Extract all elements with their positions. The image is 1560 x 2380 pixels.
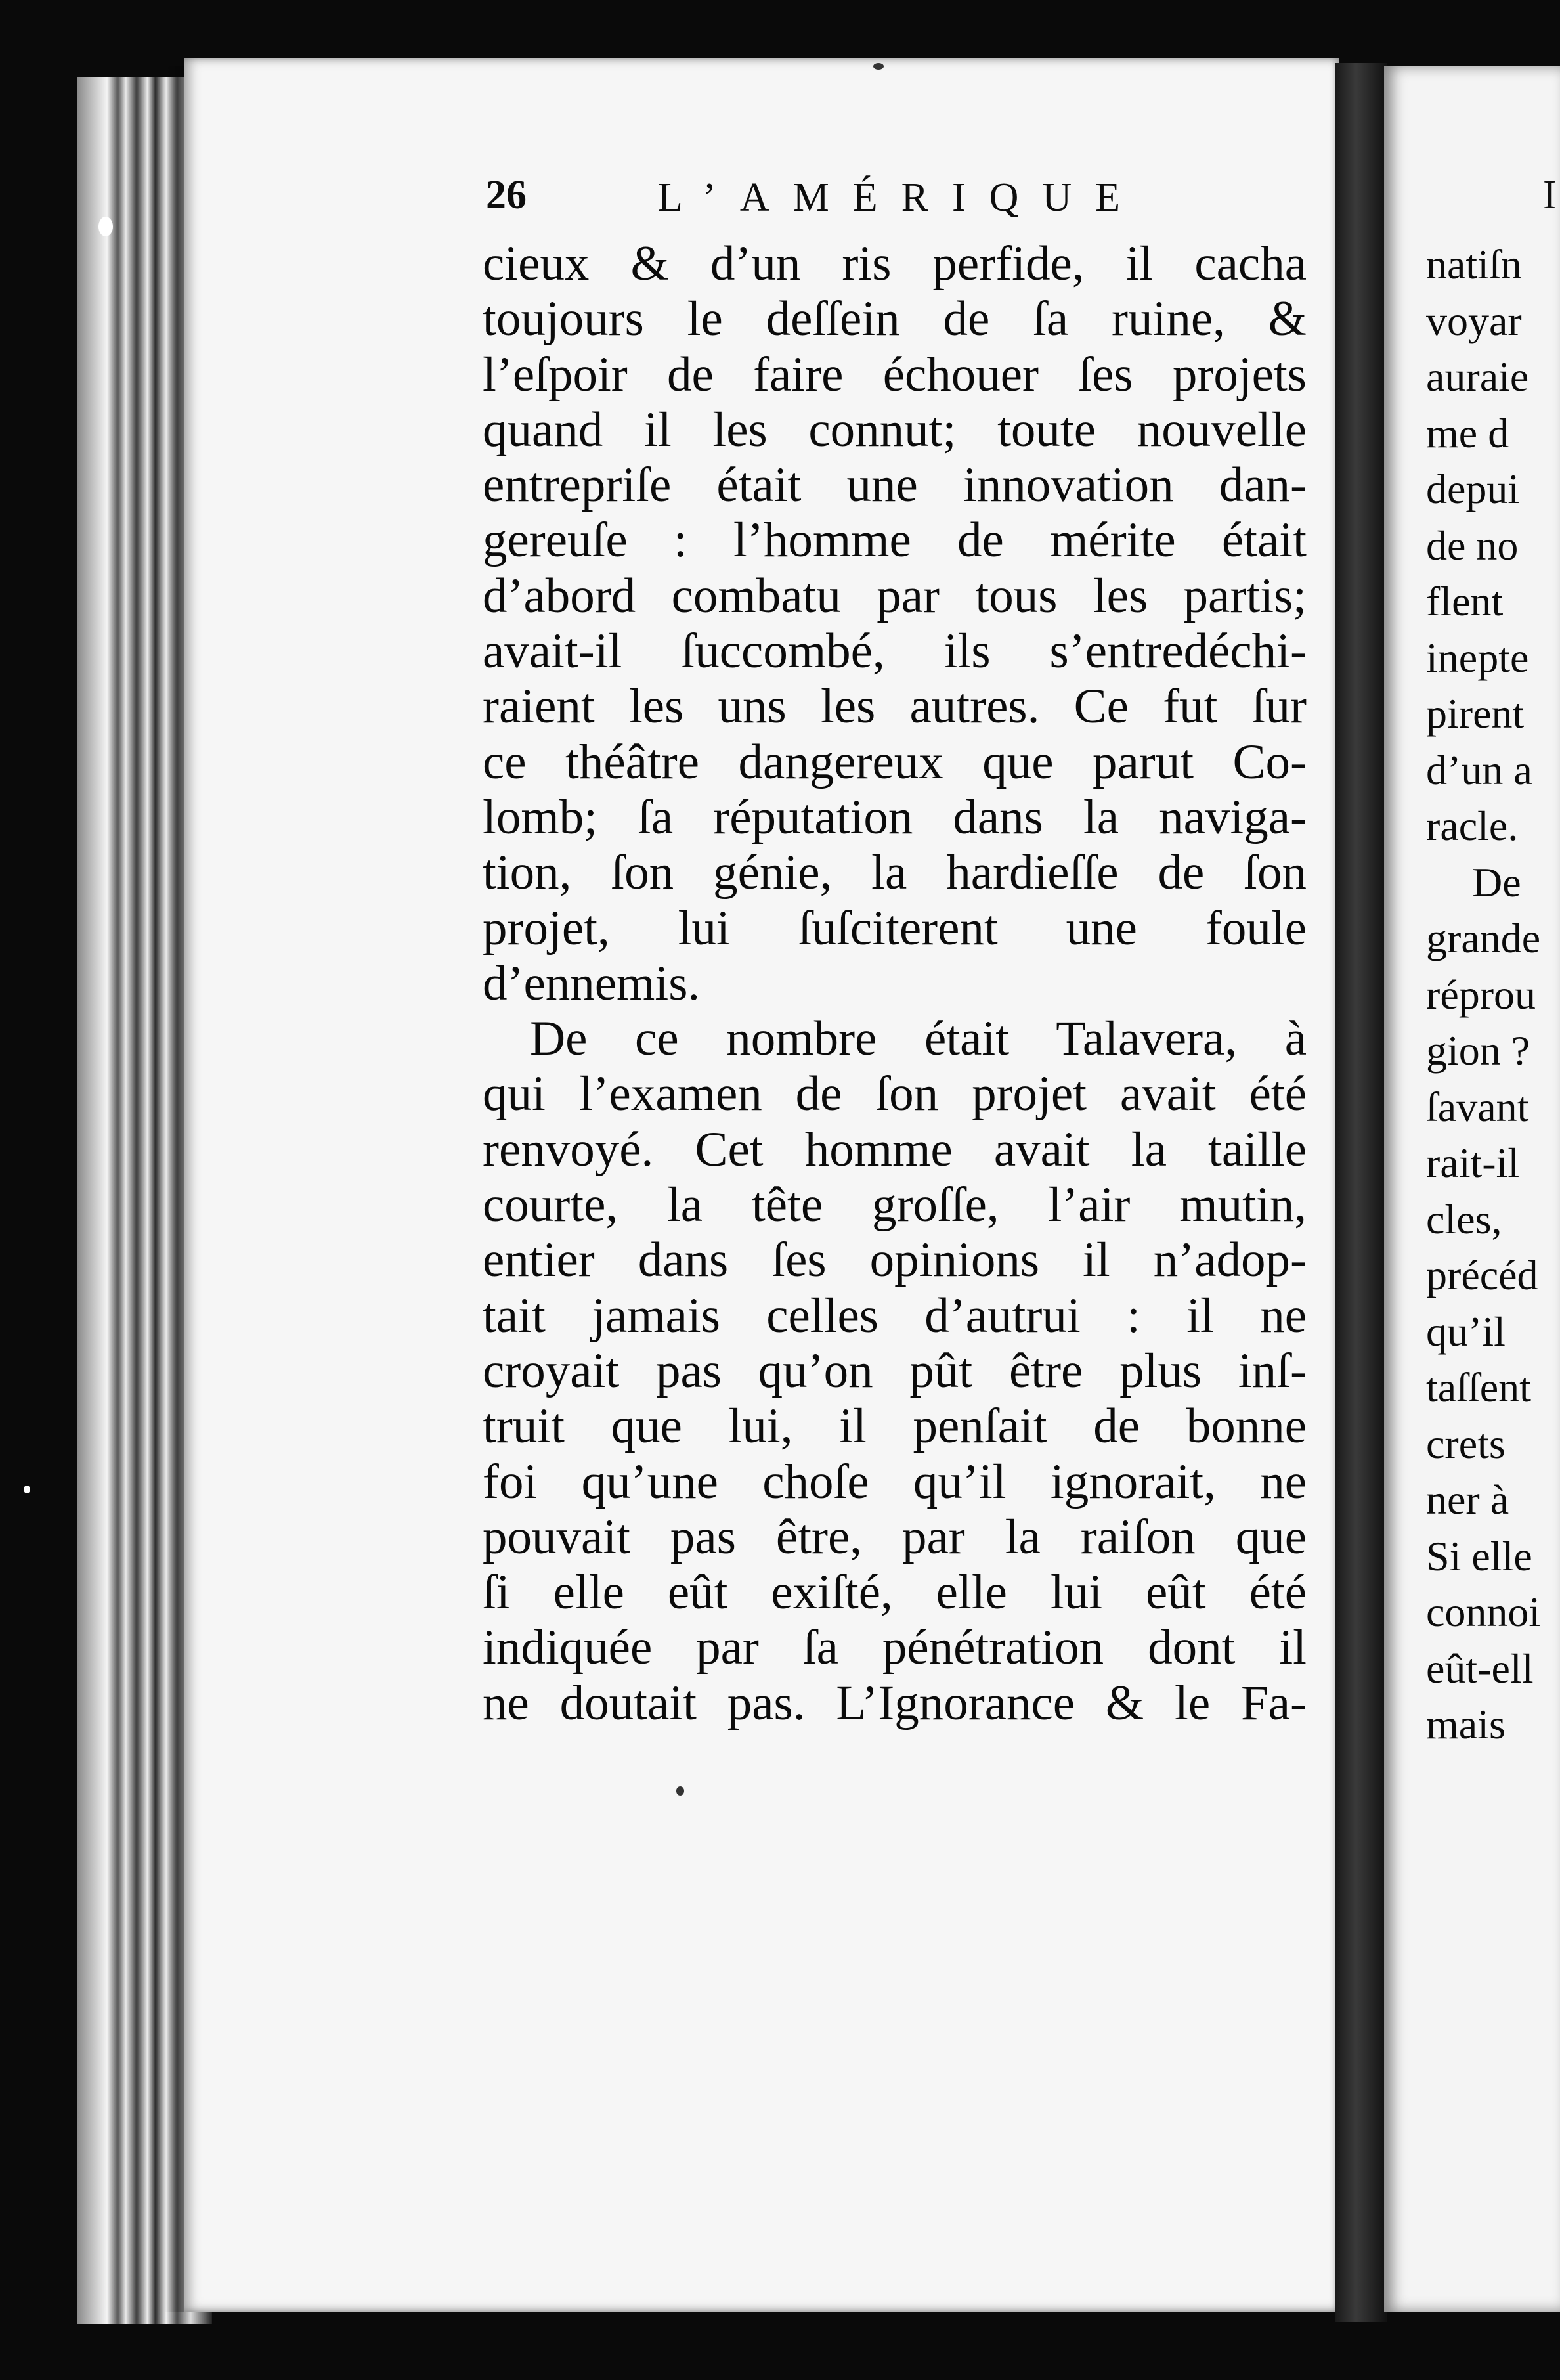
text-line: De ce nombre était Talavera, à [530, 1011, 1307, 1067]
text-line: cles, [1426, 1195, 1502, 1243]
text-line: racle. [1426, 803, 1519, 849]
text-line: crets [1426, 1420, 1506, 1467]
text-line: réprou [1426, 971, 1536, 1018]
text-line: auraie [1426, 353, 1529, 400]
text-line: entier dans ſes opinions il n’adop- [483, 1233, 1307, 1288]
text-line: truit que lui, il penſait de bonne [483, 1399, 1307, 1454]
text-line: l’eſpoir de faire échouer ſes projets [483, 347, 1307, 402]
text-line: Si elle [1426, 1532, 1532, 1579]
scan-speck [873, 63, 884, 70]
text-line: De [1472, 858, 1521, 906]
text-line: ſi elle eût exiſté, elle lui eût été [483, 1565, 1307, 1620]
page-number: 26 [486, 173, 527, 217]
text-line: inepte [1426, 634, 1529, 681]
text-line: grande [1426, 915, 1541, 961]
text-line: mais [1426, 1701, 1506, 1748]
text-line: pouvait pas être, par la raiſon que [483, 1509, 1307, 1564]
text-line: ne doutait pas. L’Ignorance & le Fa- [483, 1675, 1307, 1730]
text-line: indiquée par ſa pénétration dont il [483, 1620, 1307, 1675]
text-line: quand il les connut; toute nouvelle [483, 402, 1307, 457]
text-line: connoi [1426, 1589, 1541, 1635]
text-line: voyar [1426, 297, 1522, 344]
text-line: croyait pas qu’on pût être plus inſ- [483, 1343, 1307, 1398]
text-line: courte, la tête groſſe, l’air mutin, [483, 1178, 1307, 1233]
text-line: de no [1426, 521, 1519, 569]
text-line: toujours le deſſein de ſa ruine, & [483, 292, 1307, 347]
text-line: tion, ſon génie, la hardieſſe de ſon [483, 845, 1307, 900]
text-line: d’un a [1426, 746, 1532, 793]
text-line: qui l’examen de ſon projet avait été [483, 1067, 1307, 1122]
text-line: rait-il [1426, 1139, 1520, 1186]
text-line: d’abord combatu par tous les partis; [483, 568, 1307, 623]
text-line: flent [1426, 578, 1504, 625]
text-line: d’ennemis. [483, 956, 701, 1011]
text-line: projet, lui ſuſciterent une foule [483, 900, 1307, 956]
text-line: me d [1426, 409, 1509, 456]
text-line: ſavant [1426, 1083, 1529, 1130]
text-line: eût-ell [1426, 1644, 1534, 1692]
text-line: avait-il ſuccombé, ils s’entredéchi- [483, 624, 1307, 679]
running-title: L’AMÉRIQUE [658, 175, 1144, 220]
text-line: depui [1426, 466, 1520, 512]
text-line: raient les uns les autres. Ce fut ſur [483, 679, 1307, 734]
left-page-body [483, 236, 1307, 1731]
text-line: entrepriſe était une innovation dan- [483, 458, 1307, 513]
text-line: tait jamais celles d’autrui : il ne [483, 1288, 1307, 1343]
text-line: foi qu’une choſe qu’il ignorait, ne [483, 1454, 1307, 1509]
right-page-header-fragment: I [1543, 173, 1557, 217]
scan-speck [98, 217, 113, 236]
text-line: renvoyé. Cet homme avait la taille [483, 1122, 1307, 1177]
text-line: lomb; ſa réputation dans la naviga- [483, 789, 1307, 845]
text-line: pirent [1426, 690, 1525, 737]
text-line: qu’il [1426, 1308, 1506, 1355]
right-page-body [1426, 236, 1560, 1753]
scan-speck [24, 1486, 30, 1493]
text-line: précéd [1426, 1252, 1538, 1298]
text-line: gion ? [1426, 1027, 1530, 1074]
text-line: gereuſe : l’homme de mérite était [483, 513, 1307, 568]
text-line: ner à [1426, 1476, 1509, 1523]
book-gutter [1335, 63, 1387, 2322]
text-line: cieux & d’un ris perfide, il cacha [483, 236, 1307, 291]
text-line: natiſn [1426, 241, 1522, 288]
text-line: taſſent [1426, 1364, 1531, 1411]
scan-speck [676, 1786, 684, 1796]
page-header [486, 172, 1182, 231]
text-line: ce théâtre dangereux que parut Co- [483, 734, 1307, 789]
